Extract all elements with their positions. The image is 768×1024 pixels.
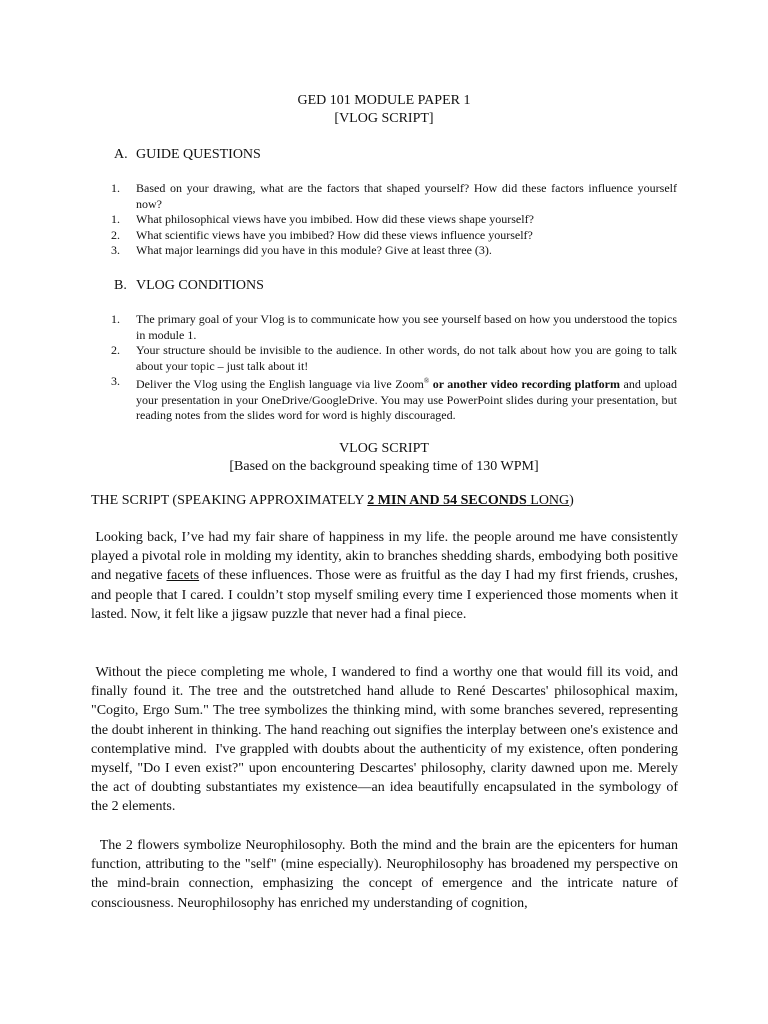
vlog-script-title: VLOG SCRIPT — [339, 441, 429, 456]
document-subtitle: [VLOG SCRIPT] — [334, 111, 434, 126]
vlog-script-subtitle: [Based on the background speaking time of 130 WPM] — [229, 459, 539, 474]
list-item — [111, 181, 677, 212]
list-item-number: 2. — [111, 343, 120, 357]
underlined-word: facets — [166, 568, 200, 584]
list-item — [111, 243, 677, 259]
list-item-bold-text: or another video recording platform — [429, 377, 621, 391]
vlog-conditions-list — [111, 312, 677, 424]
list-item-text: and upload your presentation in your OneDrive/GoogleDrive. You may use PowerPoint slides during your presentation, but reading notes from the slides word for word is highly discouraged. — [136, 377, 677, 422]
section-b-title: VLOG CONDITIONS — [136, 278, 264, 293]
list-item-number: 2. — [111, 227, 120, 242]
paragraph-text: of these influences. Those were as fruitful as the day I had my first friends, crushes, and people that I cared. I couldn’t stop myself smiling every time I experienced those moments when it lasted. Now, it felt like a jigsaw puzzle that never had a final piece. — [91, 568, 682, 622]
paragraph-text: Looking back, I’ve had my fair share of happiness in my life. the people around me have consistently played a pivotal role in molding my identity, akin to branches shedding shards, embodying both positive and negative — [91, 530, 682, 584]
list-item-text: What scientific views have you imbibed? How did these views influence yourself? — [136, 227, 533, 242]
list-item — [111, 312, 677, 343]
list-item — [111, 374, 677, 424]
section-a-title: GUIDE QUESTIONS — [136, 147, 261, 162]
script-heading — [91, 492, 691, 510]
list-item-number: 3. — [111, 374, 120, 388]
script-paragraph-1 — [91, 528, 682, 624]
list-item-text: Deliver the Vlog using the English language via live Zoom — [136, 377, 424, 391]
section-b-letter: B. — [114, 278, 127, 293]
script-heading-prefix: THE SCRIPT (SPEAKING APPROXIMATELY — [91, 493, 368, 508]
list-item — [111, 228, 677, 244]
list-item-text: Your structure should be invisible to the audience. In other words, do not talk about how you are going to talk about your topic – just talk about it! — [136, 343, 677, 373]
section-b-heading — [114, 277, 264, 295]
registered-trademark-symbol: ® — [423, 377, 430, 385]
list-item-number: 1. — [111, 181, 120, 195]
script-paragraph-3: The 2 flowers symbolize Neurophilosophy. Both the mind and the brain are the epicenters for human function, attributing to the "self" (mine especially). Neurophilosophy has broadened my perspective on the mind-brain connection, emphasizing the concept of emergence and the intricate nature of consciousness. Neurophilosophy has enriched my understanding of cognition, — [91, 838, 682, 911]
list-item-number: 1. — [111, 212, 120, 226]
script-duration: 2 MIN AND 54 SECONDS — [367, 493, 527, 508]
script-heading-long: LONG — [526, 493, 570, 508]
section-a-heading — [114, 146, 261, 164]
list-item-number: 3. — [111, 243, 120, 257]
list-item — [111, 212, 677, 228]
script-paragraph-2: Without the piece completing me whole, I wandered to find a worthy one that would fill its void, and finally found it. The tree and the outstretched hand allude to René Descartes' philosophical maxim, "Cogito, Ergo Sum." The tree symbolizes the thinking mind, with some branches severed, representing the doubt inherent in thinking. The hand reaching out signifies the interplay between one's existence and contemplative mind. I've grappled with doubts about the authenticity of my existence, often pondering myself, "Do I even exist?" upon encountering Descartes' philosophy, clarity dawned upon me. Merely the act of doubting substantiates my existence—an idea beautifully encapsulated in the symbology of the 2 elements. — [91, 665, 682, 815]
list-item-text: What major learnings did you have in this module? Give at least three (3). — [136, 243, 492, 257]
list-item-text: The primary goal of your Vlog is to communicate how you see yourself based on how you understood the topics in module 1. — [136, 312, 677, 342]
list-item-text: What philosophical views have you imbibed. How did these views shape yourself? — [136, 212, 534, 226]
list-item-text: Based on your drawing, what are the factors that shaped yourself? How did these factors influence yourself now? — [136, 181, 677, 211]
document-title: GED 101 MODULE PAPER 1 — [297, 93, 471, 108]
list-item — [111, 343, 677, 374]
list-item-number: 1. — [111, 312, 120, 326]
guide-questions-list — [111, 181, 677, 259]
script-heading-suffix: ) — [569, 493, 574, 508]
section-a-letter: A. — [114, 147, 128, 162]
